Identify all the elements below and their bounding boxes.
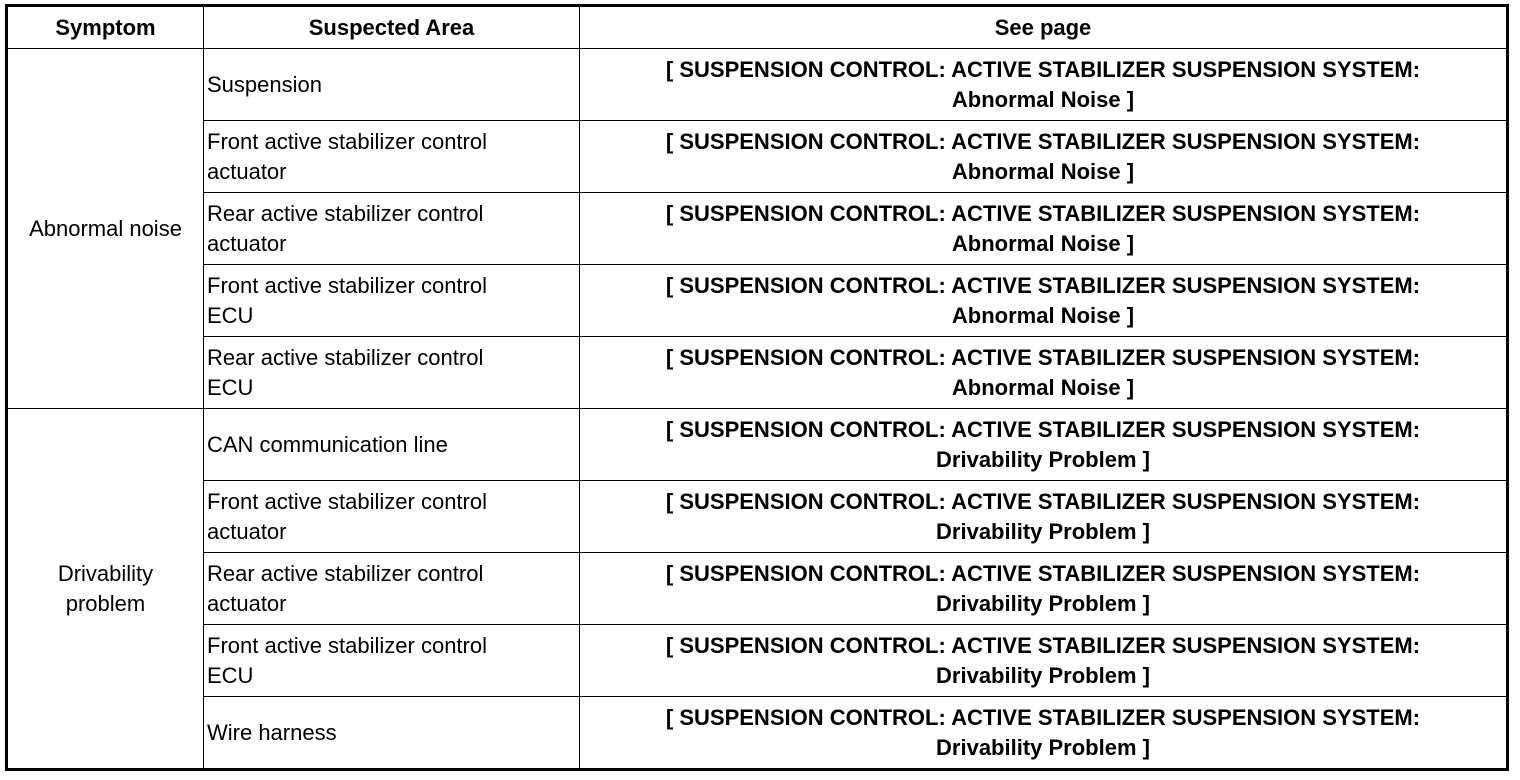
suspected-area-text: Front active stabilizer control bbox=[207, 488, 487, 514]
table-row bbox=[8, 337, 1507, 409]
see-page-link[interactable]: [ SUSPENSION CONTROL: ACTIVE STABILIZER SUSPENSION SYSTEM: bbox=[665, 56, 1421, 82]
see-page-link[interactable]: Abnormal Noise ] bbox=[951, 302, 1135, 328]
see-page-link[interactable]: [ SUSPENSION CONTROL: ACTIVE STABILIZER SUSPENSION SYSTEM: bbox=[665, 704, 1421, 730]
suspected-area-cell bbox=[204, 121, 580, 193]
suspected-area-text: actuator bbox=[207, 518, 287, 544]
suspected-area-text: Front active stabilizer control bbox=[207, 272, 487, 298]
see-page-link[interactable]: Drivability Problem ] bbox=[936, 446, 1150, 472]
see-page-link[interactable]: [ SUSPENSION CONTROL: ACTIVE STABILIZER SUSPENSION SYSTEM: bbox=[665, 272, 1421, 298]
suspected-area-cell bbox=[204, 337, 580, 409]
table-row bbox=[8, 193, 1507, 265]
see-page-link[interactable]: Drivability Problem ] bbox=[936, 734, 1150, 760]
header-see-page: See page bbox=[580, 7, 1507, 49]
header-symptom: Symptom bbox=[8, 7, 204, 49]
header-suspected-area: Suspected Area bbox=[204, 7, 580, 49]
see-page-cell bbox=[580, 553, 1507, 625]
see-page-link[interactable]: Drivability Problem ] bbox=[936, 590, 1150, 616]
see-page-link[interactable]: [ SUSPENSION CONTROL: ACTIVE STABILIZER SUSPENSION SYSTEM: bbox=[665, 344, 1421, 370]
table-row bbox=[8, 49, 1507, 121]
suspected-area-cell bbox=[204, 553, 580, 625]
troubleshooting-table bbox=[7, 6, 1507, 769]
suspected-area-text: ECU bbox=[207, 374, 254, 400]
see-page-link[interactable]: [ SUSPENSION CONTROL: ACTIVE STABILIZER SUSPENSION SYSTEM: bbox=[665, 128, 1421, 154]
see-page-cell bbox=[580, 625, 1507, 697]
symptom-text: problem bbox=[65, 590, 146, 616]
see-page-cell bbox=[580, 265, 1507, 337]
table-row bbox=[8, 121, 1507, 193]
suspected-area-cell bbox=[204, 49, 580, 121]
suspected-area-text: actuator bbox=[207, 230, 287, 256]
suspected-area-text: ECU bbox=[207, 662, 254, 688]
suspected-area-cell bbox=[204, 409, 580, 481]
see-page-link[interactable]: Abnormal Noise ] bbox=[951, 158, 1135, 184]
suspected-area-cell bbox=[204, 625, 580, 697]
see-page-cell bbox=[580, 697, 1507, 769]
suspected-area-cell bbox=[204, 265, 580, 337]
see-page-link[interactable]: [ SUSPENSION CONTROL: ACTIVE STABILIZER SUSPENSION SYSTEM: bbox=[665, 488, 1421, 514]
suspected-area-text: Front active stabilizer control bbox=[207, 128, 487, 154]
table-row bbox=[8, 625, 1507, 697]
suspected-area-text: Rear active stabilizer control bbox=[207, 200, 484, 226]
see-page-cell bbox=[580, 193, 1507, 265]
see-page-link[interactable]: [ SUSPENSION CONTROL: ACTIVE STABILIZER SUSPENSION SYSTEM: bbox=[665, 632, 1421, 658]
suspected-area-text: Rear active stabilizer control bbox=[207, 560, 484, 586]
suspected-area-text: ECU bbox=[207, 302, 254, 328]
see-page-link[interactable]: Abnormal Noise ] bbox=[951, 374, 1135, 400]
table-body bbox=[8, 49, 1507, 769]
suspected-area-text: Wire harness bbox=[207, 719, 337, 745]
see-page-link[interactable]: [ SUSPENSION CONTROL: ACTIVE STABILIZER SUSPENSION SYSTEM: bbox=[665, 560, 1421, 586]
suspected-area-text: actuator bbox=[207, 158, 287, 184]
suspected-area-cell bbox=[204, 481, 580, 553]
see-page-link[interactable]: [ SUSPENSION CONTROL: ACTIVE STABILIZER SUSPENSION SYSTEM: bbox=[665, 416, 1421, 442]
suspected-area-text: Front active stabilizer control bbox=[207, 632, 487, 658]
table-row bbox=[8, 697, 1507, 769]
see-page-link[interactable]: Abnormal Noise ] bbox=[951, 86, 1135, 112]
see-page-link[interactable]: Abnormal Noise ] bbox=[951, 230, 1135, 256]
table-row bbox=[8, 265, 1507, 337]
header-row bbox=[8, 7, 1507, 49]
suspected-area-cell bbox=[204, 697, 580, 769]
table-row bbox=[8, 481, 1507, 553]
see-page-cell bbox=[580, 337, 1507, 409]
symptom-cell bbox=[8, 409, 204, 769]
see-page-link[interactable]: Drivability Problem ] bbox=[936, 662, 1150, 688]
see-page-cell bbox=[580, 481, 1507, 553]
suspected-area-text: CAN communication line bbox=[207, 431, 448, 457]
suspected-area-cell bbox=[204, 193, 580, 265]
table-row bbox=[8, 553, 1507, 625]
see-page-cell bbox=[580, 409, 1507, 481]
see-page-cell bbox=[580, 49, 1507, 121]
table-row bbox=[8, 409, 1507, 481]
symptom-cell bbox=[8, 49, 204, 409]
symptom-text: Abnormal noise bbox=[29, 215, 182, 241]
see-page-cell bbox=[580, 121, 1507, 193]
symptom-text: Drivability bbox=[57, 560, 154, 586]
suspected-area-text: Suspension bbox=[207, 71, 322, 97]
suspected-area-text: actuator bbox=[207, 590, 287, 616]
see-page-link[interactable]: Drivability Problem ] bbox=[936, 518, 1150, 544]
see-page-link[interactable]: [ SUSPENSION CONTROL: ACTIVE STABILIZER SUSPENSION SYSTEM: bbox=[665, 200, 1421, 226]
suspected-area-text: Rear active stabilizer control bbox=[207, 344, 484, 370]
